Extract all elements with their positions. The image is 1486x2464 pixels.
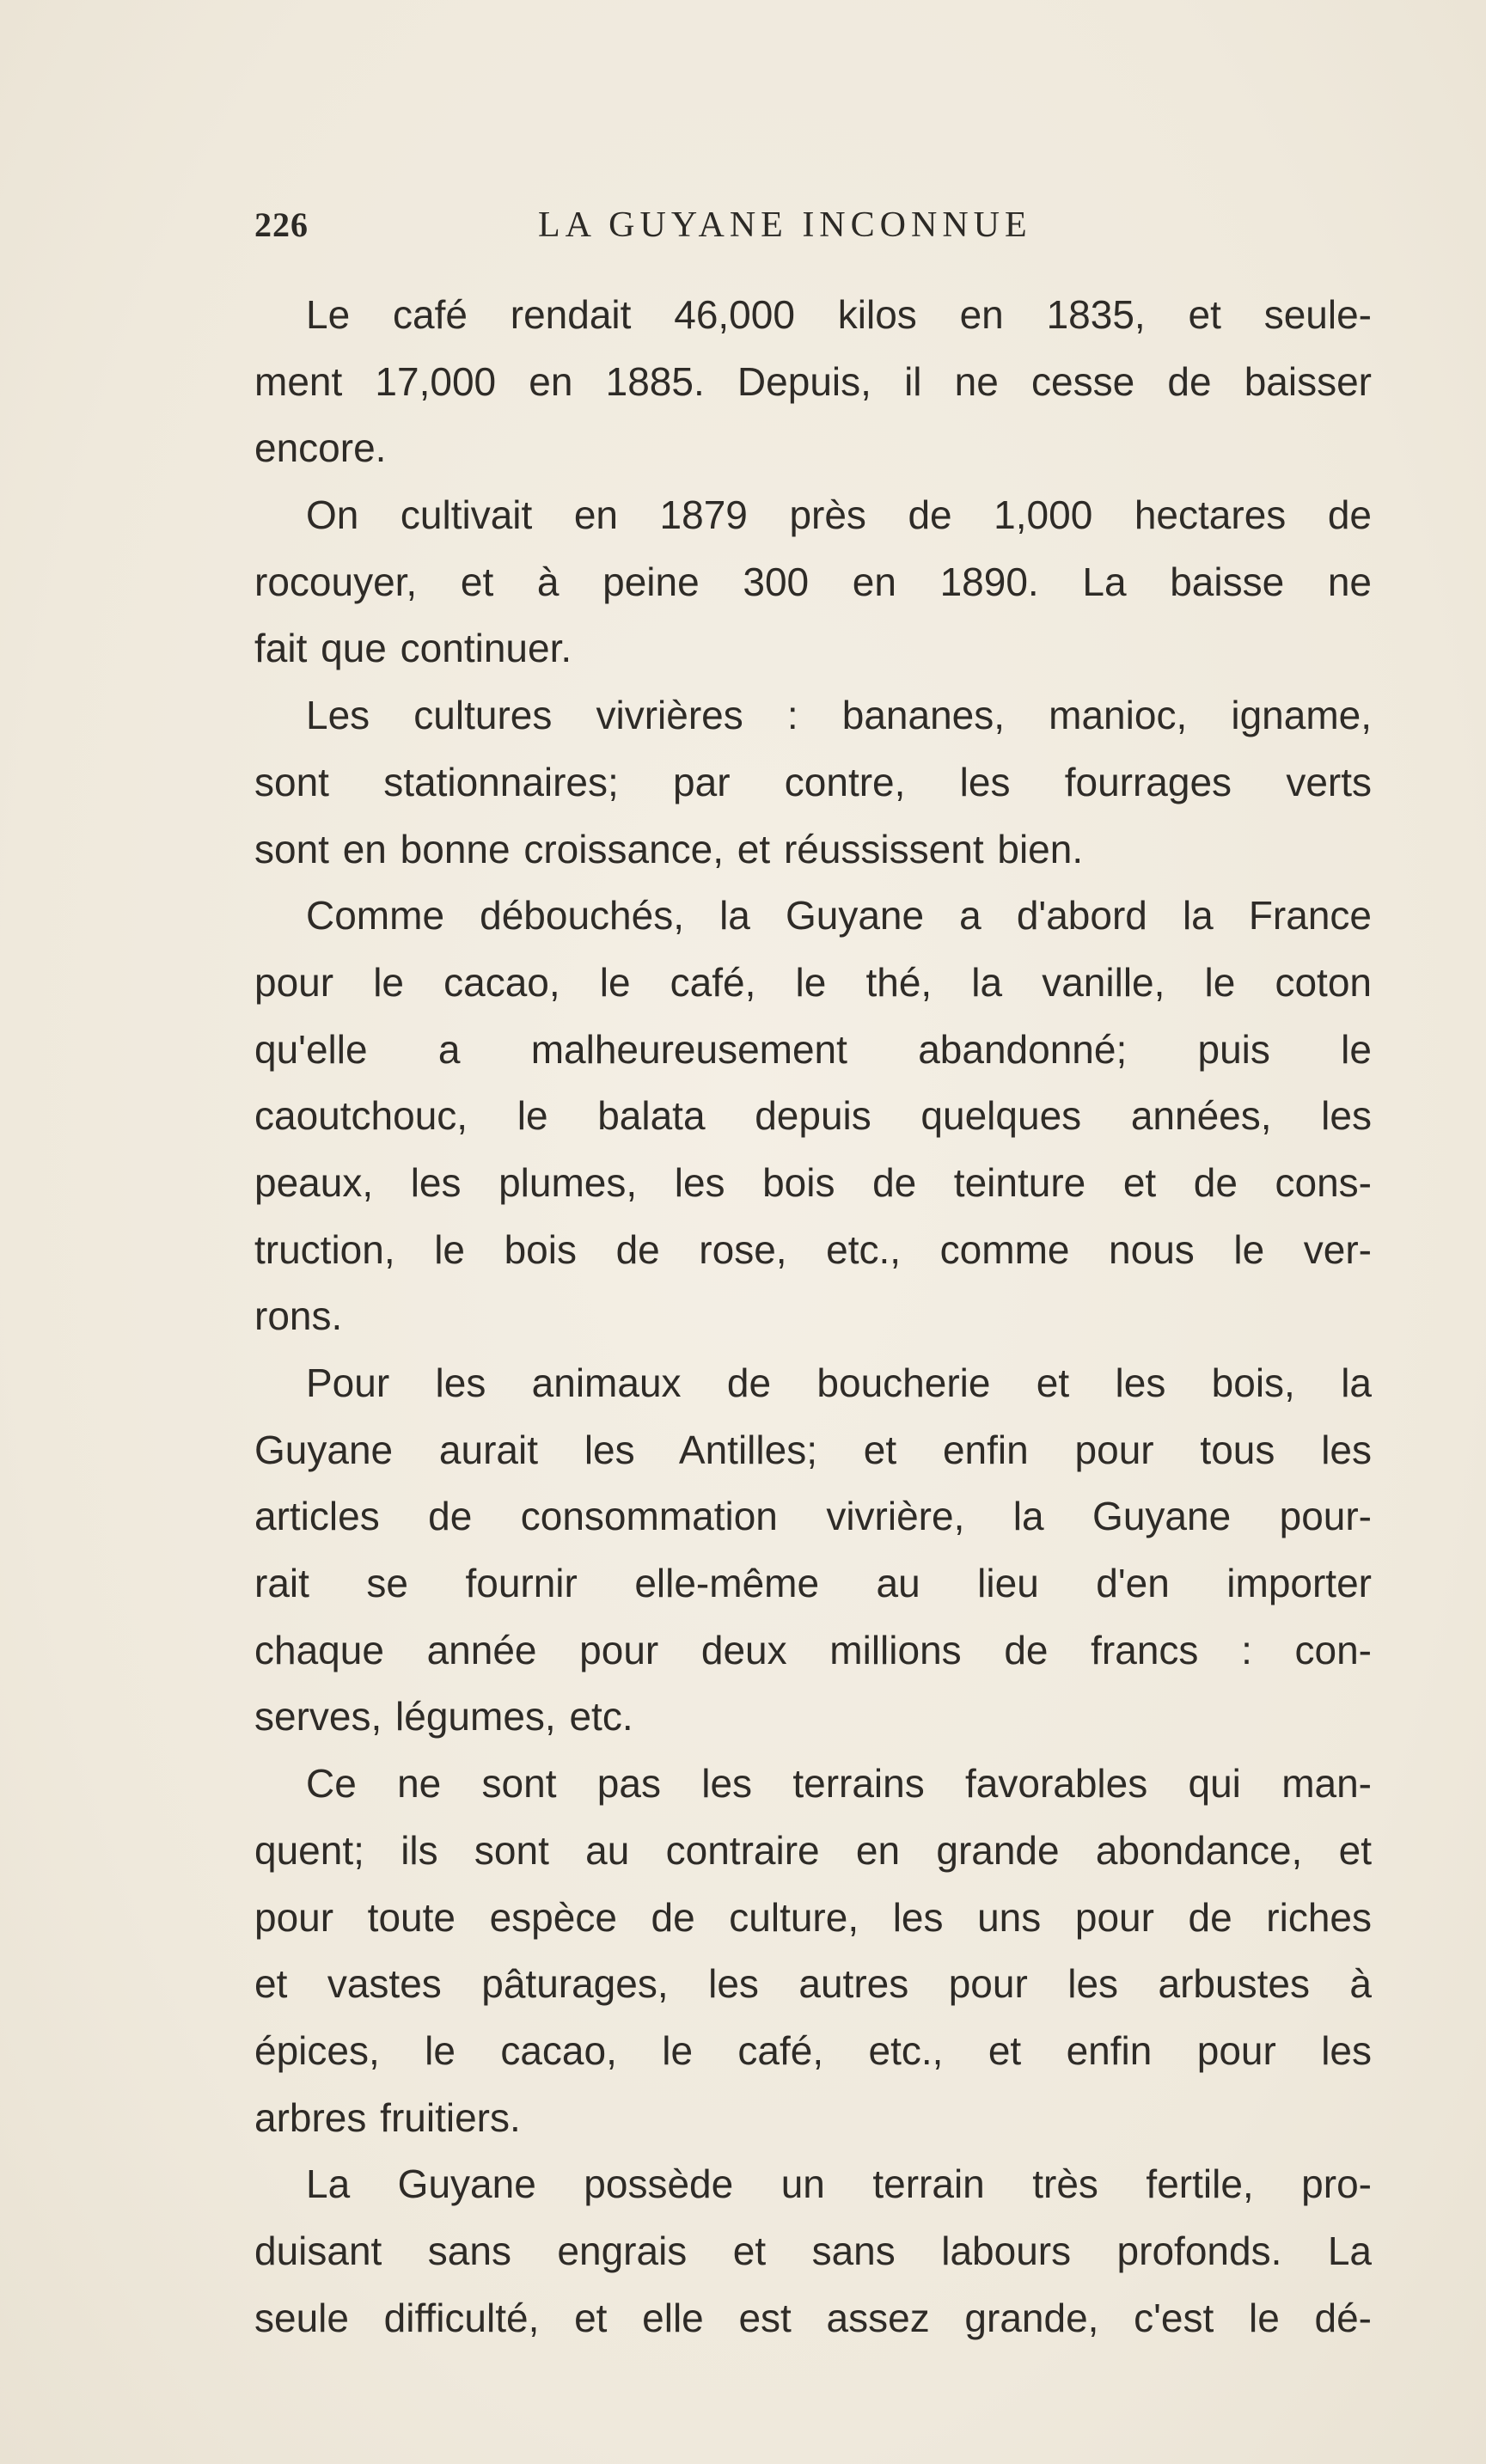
text-line: La Guyane possède un terrain très fertile, pro-: [306, 2161, 1372, 2207]
page-number: 226: [254, 205, 309, 244]
text-line: rait se fournir elle-même au lieu d'en importer: [254, 1561, 1372, 1606]
text-line: Pour les animaux de boucherie et les bois, la: [306, 1360, 1372, 1405]
text-line: quent; ils sont au contraire en grande abondance, et: [254, 1827, 1372, 1873]
text-line: chaque année pour deux millions de francs : con-: [254, 1627, 1372, 1672]
text-line: rocouyer, et à peine 300 en 1890. La baisse ne: [254, 559, 1372, 604]
text-line: Guyane aurait les Antilles; et enfin pour tous les: [254, 1427, 1372, 1472]
text-line: sont en bonne croissance, et réussissent bien.: [254, 826, 1084, 871]
text-line: Les cultures vivrières : bananes, manioc, igname,: [306, 693, 1372, 738]
text-line: peaux, les plumes, les bois de teinture et de cons-: [254, 1159, 1372, 1205]
text-line: truction, le bois de rose, etc., comme nous le ver-: [254, 1226, 1372, 1272]
text-line: caoutchouc, le balata depuis quelques années, les: [254, 1093, 1372, 1139]
text-line: encore.: [254, 425, 387, 471]
page-header: [254, 205, 1372, 256]
text-line: épices, le cacao, le café, etc., et enfin pour les: [254, 2027, 1372, 2073]
running-title: LA GUYANE INCONNUE: [538, 205, 1032, 245]
text-line: et vastes pâturages, les autres pour les arbustes à: [254, 1961, 1372, 2007]
text-line: fait que continuer.: [254, 626, 572, 671]
text-line: Le café rendait 46,000 kilos en 1835, et seule-: [306, 292, 1372, 337]
text-line: qu'elle a malheureusement abandonné; puis le: [254, 1026, 1372, 1072]
text-line: arbres fruitiers.: [254, 2094, 521, 2140]
text-line: duisant sans engrais et sans labours profonds. La: [254, 2228, 1372, 2273]
text-line: ment 17,000 en 1885. Depuis, il ne cesse de baisser: [254, 358, 1372, 404]
text-line: Comme débouchés, la Guyane a d'abord la France: [306, 893, 1372, 939]
text-line: On cultivait en 1879 près de 1,000 hectares de: [306, 492, 1372, 538]
body-text: [254, 282, 1372, 2351]
text-line: pour toute espèce de culture, les uns pour de riches: [254, 1894, 1372, 1940]
text-line: articles de consommation vivrière, la Guyane pour-: [254, 1494, 1372, 1539]
text-line: pour le cacao, le café, le thé, la vanille, le coton: [254, 959, 1372, 1005]
text-line: sont stationnaires; par contre, les fourrages verts: [254, 759, 1372, 804]
text-line: Ce ne sont pas les terrains favorables qui man-: [306, 1761, 1372, 1807]
text-line: rons.: [254, 1293, 343, 1339]
text-line: serves, légumes, etc.: [254, 1694, 633, 1739]
text-line: seule difficulté, et elle est assez grande, c'est le dé-: [254, 2295, 1372, 2340]
